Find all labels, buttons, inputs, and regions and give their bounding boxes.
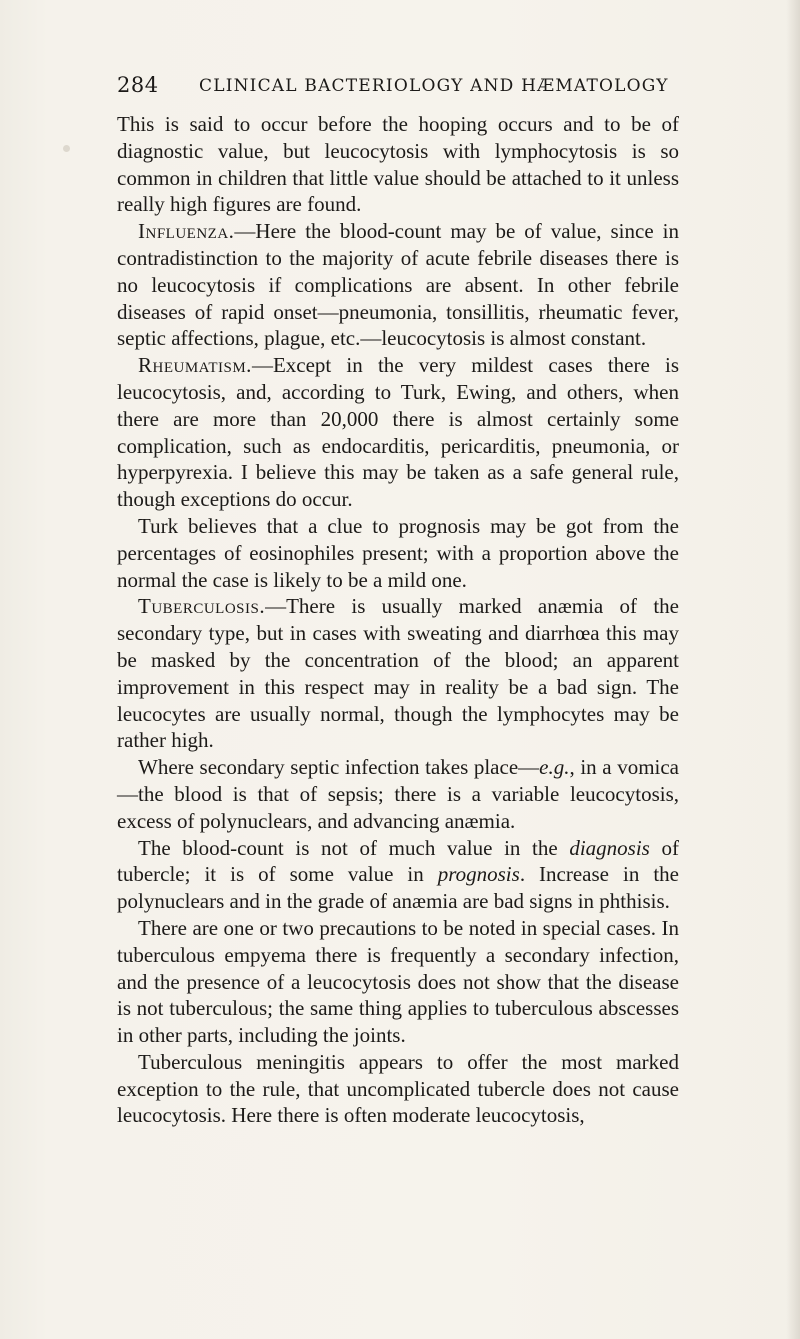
running-head-title: CLINICAL BACTERIOLOGY AND HÆMATOLOGY: [199, 76, 669, 96]
paragraph-text: There are one or two precautions to be noted in special cases. In tuberculous empyema there is frequently a secondary infection, and the presence of a leucocytosis does not show that the disease is not tuberculous; the same thing applies to tuberculous abscesses in other parts, including the joints.: [117, 915, 679, 1048]
paragraph-meningitis: [117, 1049, 679, 1129]
paragraph-tuberculosis: [117, 593, 679, 754]
paragraph-rheumatism: [117, 352, 679, 513]
paper-blemish: [63, 145, 70, 152]
paragraph-turk-prognosis: [117, 513, 679, 593]
paragraph-septic-infection: [117, 754, 679, 834]
paragraph-text: —Except in the very mildest cases there is leucocytosis, and, according to Turk, Ewing, and others, when there are more than 20,000 there is almost certainly some complication, such as endocarditis, pericarditis, pneumonia, or hyperpyrexia. I believe this may be taken as a safe general rule, though exceptions do occur.: [117, 353, 679, 512]
paragraph-influenza: [117, 218, 679, 352]
running-head: [117, 73, 717, 103]
paragraph-text: Turk believes that a clue to prognosis may be got from the percentages of eosinophiles present; with a proportion above the normal the case is likely to be a mild one.: [117, 513, 679, 592]
section-heading-rheumatism: Rheumatism.: [138, 353, 252, 378]
paragraph-text: of tubercle; it is of some value in: [117, 835, 679, 887]
paragraph-text: . Increase in the polynuclears and in the grade of anæmia are bad signs in phthisis.: [117, 862, 679, 914]
section-heading-tuberculosis: Tuberculosis.: [138, 594, 266, 619]
paragraph-blood-count-value: [117, 835, 679, 915]
italic-eg: e.g.: [539, 755, 570, 780]
paragraph-text: This is said to occur before the hooping occurs and to be of diagnostic value, but leucocytosis with lymphocytosis is so common in children that little value should be attached to it unless really high figures are found.: [117, 112, 679, 217]
page-number: 284: [117, 73, 159, 97]
paragraph-text: , in a vomica—the blood is that of sepsis; there is a variable leucocytosis, excess of polynuclears, and advancing anæmia.: [117, 755, 679, 833]
body-text: [117, 111, 679, 1129]
paragraph-text: Where secondary septic infection takes place—: [138, 755, 540, 780]
italic-diagnosis: diagnosis: [569, 835, 650, 860]
paragraph-precautions: [117, 915, 679, 1049]
italic-prognosis: prognosis: [437, 862, 520, 887]
paragraph-text: Tuberculous meningitis appears to offer the most marked exception to the rule, that uncomplicated tubercle does not cause leucocytosis. Here there is often moderate leucocytosis,: [117, 1049, 679, 1128]
paragraph-text: —Here the blood-count may be of value, since in contradistinction to the majority of acute febrile diseases there is no leucocytosis if complications are absent. In other febrile diseases of rapid onset—pneumonia, tonsillitis, rheumatic fever, septic affections, plague, etc.—leucocytosis is almost constant.: [117, 219, 679, 351]
paragraph-text: The blood-count is not of much value in the: [138, 835, 570, 860]
paragraph-hooping-cough: [117, 111, 679, 218]
page-edge-shadow: [786, 0, 800, 1339]
section-heading-influenza: Influenza.: [138, 219, 235, 244]
paragraph-text: —There is usually marked anæmia of the secondary type, but in cases with sweating and diarrhœa this may be masked by the concentration of the blood; an apparent improvement in this respect may in reality be a bad sign. The leucocytes are usually normal, though the lymphocytes may be rather high.: [117, 594, 679, 753]
